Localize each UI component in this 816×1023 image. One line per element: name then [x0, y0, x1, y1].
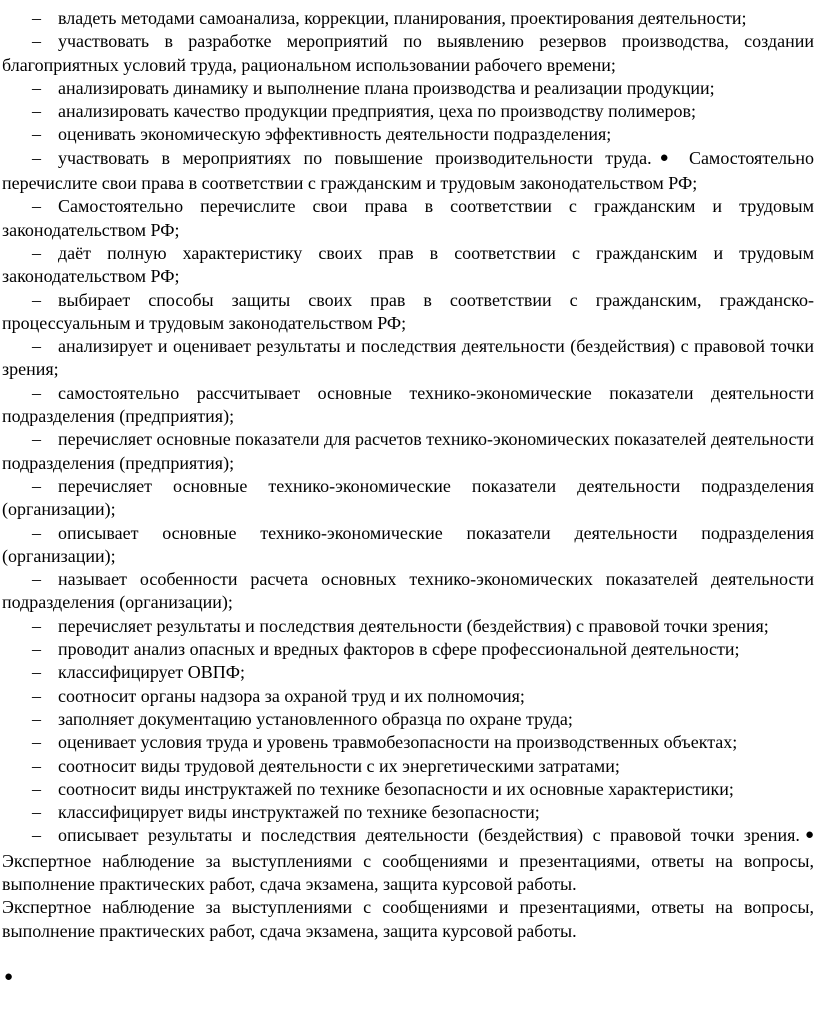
- list-item: [2, 30, 814, 77]
- dash-marker: –: [32, 382, 41, 403]
- list-item: [2, 335, 814, 382]
- list-item: [2, 615, 814, 638]
- list-item-text: перечисляет основные технико-экономические показатели деятельности подразделения (организации);: [2, 475, 814, 520]
- list-item: [2, 475, 814, 522]
- list-item: [2, 731, 814, 754]
- dash-marker: –: [32, 569, 41, 590]
- bullet-icon: ●: [651, 149, 677, 166]
- dash-marker: –: [32, 147, 41, 168]
- dash-marker: –: [32, 475, 41, 496]
- list-item: [2, 638, 814, 661]
- list-item: [2, 100, 814, 123]
- dash-marker: –: [32, 8, 41, 28]
- list-item: [2, 824, 814, 896]
- list-item: [2, 195, 814, 242]
- dash-marker: –: [32, 615, 41, 636]
- list-item-text: описывает основные технико-экономические показатели деятельности подразделения (организации);: [2, 522, 814, 566]
- list-item: [2, 685, 814, 708]
- dash-marker: –: [32, 522, 41, 543]
- list-item-text: владеть методами самоанализа, коррекции, планирования, проектирования деятельности;: [58, 8, 747, 28]
- list-item: [2, 522, 814, 569]
- list-item-text: даёт полную характеристику своих прав в соответствии с гражданским и трудовым законодательством РФ;: [2, 242, 814, 287]
- list-item-text: проводит анализ опасных и вредных факторов в сфере профессиональной деятельности;: [58, 639, 740, 660]
- dash-marker: –: [32, 31, 41, 52]
- list-item-text: участвовать в разработке мероприятий по выявлению резервов производства, создании благоприятных условий труда, рациональном использовании рабочего времени;: [2, 31, 814, 75]
- dash-marker: –: [32, 825, 41, 846]
- list-item: [2, 755, 814, 778]
- list-item-text: заполняет документацию установленного образца по охране труда;: [58, 708, 573, 729]
- list-item-text: называет особенности расчета основных технико-экономических показателей деятельности подразделения (организации);: [2, 569, 814, 613]
- list-item: [2, 661, 814, 684]
- dash-marker: –: [32, 662, 41, 683]
- dash-marker: –: [32, 755, 41, 776]
- closing-paragraph: Экспертное наблюдение за выступлениями с сообщениями и презентациями, ответы на вопросы, выполнение практических работ, сдача экзамена, защита курсовой работы.: [2, 897, 814, 941]
- list-item: [2, 778, 814, 801]
- list-item-text: анализировать динамику и выполнение плана производства и реализации продукции;: [58, 77, 715, 98]
- list-item: [2, 123, 814, 146]
- list-item-text: классифицирует ОВПФ;: [58, 662, 245, 683]
- dash-marker: –: [32, 708, 41, 729]
- dash-marker: –: [32, 196, 41, 217]
- list-item: [2, 428, 814, 475]
- list-item: [2, 708, 814, 731]
- list-item-text: соотносит виды трудовой деятельности с их энергетическими затратами;: [58, 755, 620, 776]
- list-item-text: оценивать экономическую эффективность деятельности подразделения;: [58, 124, 612, 145]
- dash-marker: –: [32, 289, 41, 310]
- list-item: [2, 242, 814, 289]
- dash-marker: –: [32, 639, 41, 660]
- list-item-text: самостоятельно рассчитывает основные технико-экономические показатели деятельности подразделения (предприятия);: [2, 382, 814, 427]
- list-item: [2, 568, 814, 615]
- dash-marker: –: [32, 732, 41, 753]
- list-item-text: классифицирует виды инструктажей по технике безопасности;: [58, 802, 540, 823]
- list-item-text: анализировать качество продукции предприятия, цеха по производству полимеров;: [58, 101, 697, 122]
- list-item-tail-text: Самостоятельно перечислите свои права в соответствии с гражданским и трудовым законодательством РФ;: [2, 147, 815, 194]
- list-item: [2, 147, 814, 196]
- dash-marker: –: [32, 336, 41, 357]
- list-item-text: анализирует и оценивает результаты и последствия деятельности (бездействия) с правовой точки зрения;: [2, 336, 814, 380]
- dash-marker: –: [32, 101, 41, 122]
- dash-marker: –: [32, 124, 41, 145]
- list-item-tail-text: Экспертное наблюдение за выступлениями с сообщениями и презентациями, ответы на вопросы, выполнение практических работ, сдача экзамена, защита курсовой работы.: [2, 850, 814, 894]
- dash-marker: –: [32, 429, 41, 450]
- list-item-text: соотносит органы надзора за охраной труд и их полномочия;: [58, 685, 525, 706]
- dash-marker: –: [32, 77, 41, 98]
- trailing-bullet: [2, 966, 814, 991]
- list-item-text: участвовать в мероприятиях по повышение производительности труда.: [58, 147, 652, 168]
- bullet-icon: ●: [4, 968, 14, 985]
- list-item: [2, 801, 814, 824]
- list-item-text: оценивает условия труда и уровень травмобезопасности на производственных объектах;: [58, 732, 738, 753]
- list-item-text: соотносит виды инструктажей по технике безопасности и их основные характеристики;: [58, 778, 734, 799]
- list-item-text: Самостоятельно перечислите свои права в соответствии с гражданским и трудовым законодательством РФ;: [2, 196, 814, 240]
- list-item-text: перечисляет основные показатели для расчетов технико-экономических показателей деятельности подразделения (предприятия);: [2, 429, 814, 473]
- list-item: [2, 7, 814, 30]
- list-item: [2, 289, 814, 336]
- dash-marker: –: [32, 685, 41, 706]
- list-item: [2, 77, 814, 100]
- list-item-text: перечисляет результаты и последствия деятельности (бездействия) с правовой точки зрения;: [58, 615, 769, 636]
- dash-marker: –: [32, 802, 41, 823]
- dash-marker: –: [32, 242, 41, 263]
- list-item-text: выбирает способы защиты своих прав в соответствии с гражданским, гражданско-процессуальным и трудовым законодательством РФ;: [2, 289, 814, 333]
- list-item: [2, 382, 814, 429]
- list-item-text: описывает результаты и последствия деятельности (бездействия) с правовой точки зрения.: [58, 825, 800, 846]
- dash-marker: –: [32, 778, 41, 799]
- bullet-icon: ●: [799, 827, 814, 844]
